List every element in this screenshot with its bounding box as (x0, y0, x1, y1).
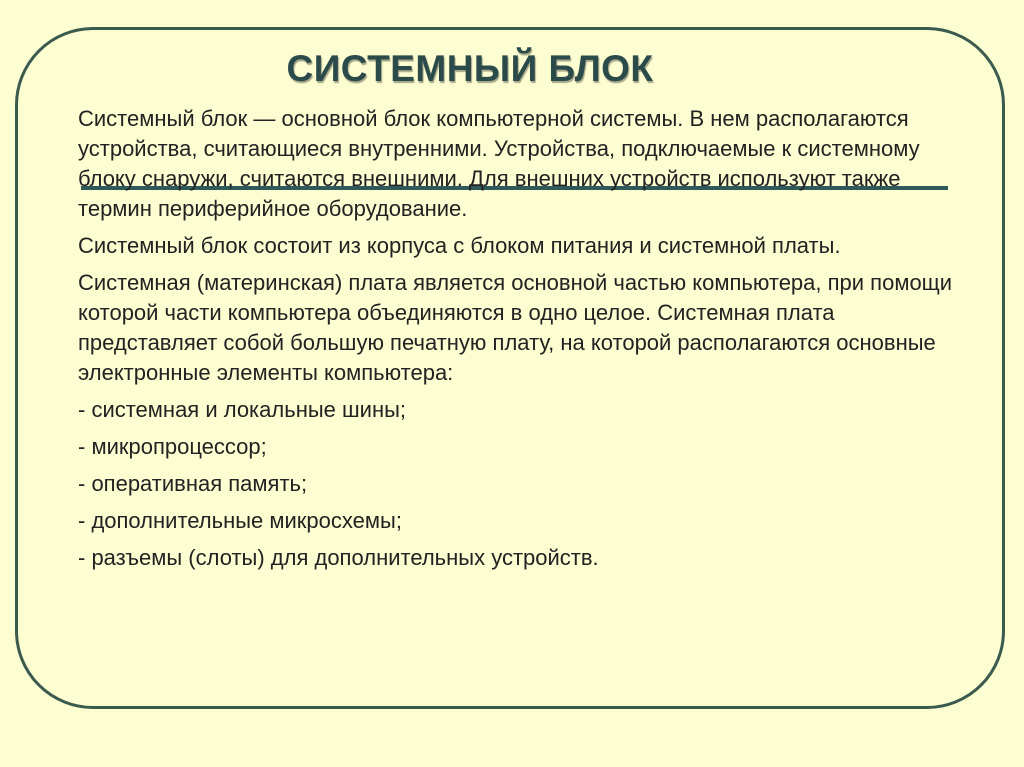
paragraph-composition: Системный блок состоит из корпуса с блоком питания и системной платы. (78, 233, 841, 258)
slide-body (78, 104, 958, 580)
list-item: - микропроцессор; (78, 434, 267, 459)
slide-title: СИСТЕМНЫЙ БЛОК (286, 48, 654, 89)
list-item: - дополнительные микросхемы; (78, 508, 402, 533)
list-item: - разъемы (слоты) для дополнительных устройств. (78, 545, 599, 570)
list-item: - системная и локальные шины; (78, 397, 407, 422)
paragraph-motherboard: Системная (материнская) плата является основной частью компьютера, при помощи которой части компьютера объединяются в одно целое. Системная плата представляет собой большую печатную плату, на которой располагаются основные электронные элементы компьютера: (78, 270, 953, 385)
paragraph-definition: Системный блок — основной блок компьютерной системы. В нем располагаются устройства, считающиеся внутренними. Устройства, подключаемые к системному блоку снаружи, считаются внешними. Для внешних устройств используют также термин периферийное оборудование. (78, 106, 920, 221)
list-item: - оперативная память; (78, 471, 308, 496)
